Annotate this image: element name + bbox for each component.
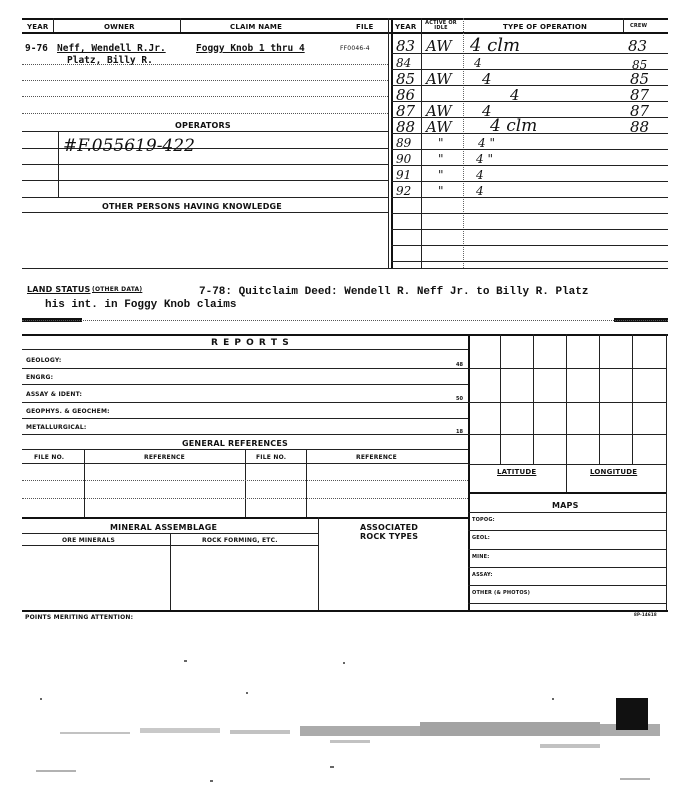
op-crew: 87 [630,86,650,104]
report-metallurgical: METALLURGICAL: [26,424,87,431]
header-file: FILE [356,23,374,31]
land-status-label: LAND STATUS [27,285,91,294]
op-type: 4 clm [490,116,538,136]
op-status: " [438,136,444,150]
map-topog: TOPOG: [472,517,495,523]
other-persons-label: OTHER PERSONS HAVING KNOWLEDGE [102,202,282,211]
op-type: 4 [482,70,492,88]
mineral-assemblage-title: MINERAL ASSEMBLAGE [110,523,218,532]
ref-col-reference: REFERENCE [144,454,185,461]
op-status: " [438,184,444,198]
ref-col-file-no: FILE NO. [34,454,65,461]
maps-title: MAPS [552,501,579,510]
map-assay: ASSAY: [472,572,493,578]
report-geophys: GEOPHYS. & GEOCHEM: [26,408,110,415]
ore-minerals-label: ORE MINERALS [62,537,116,544]
op-year: 86 [396,86,416,104]
op-type: 4 " [476,152,493,166]
op-crew: 88 [630,118,650,136]
op-year: 83 [396,37,416,55]
op-status: " [438,168,444,182]
header-active-idle: ACTIVE OR IDLE [425,20,457,31]
header-crew: CREW [630,23,648,29]
op-year: 90 [396,152,412,166]
points-meriting-label: POINTS MERITING ATTENTION: [25,614,134,621]
op-type: 4 [482,102,492,120]
op-type: 4 [474,56,482,70]
report-assay-num: 50 [456,396,463,402]
op-crew: 87 [630,102,650,120]
operators-label: OPERATORS [175,121,231,130]
rock-types-label: ROCK TYPES [360,532,419,541]
report-assay: ASSAY & IDENT: [26,391,83,398]
op-crew: 85 [630,70,650,88]
claim-year: 9-76 [25,43,48,54]
ref-col-file-no2: FILE NO. [256,454,287,461]
claim-file-note: FF0046-4 [340,45,370,52]
op-year: 85 [396,70,416,88]
op-status: AW [426,70,452,88]
op-type: 4 [476,184,484,198]
op-type: 4 clm [470,35,521,56]
land-status-line2: his int. in Foggy Knob claims [45,299,237,311]
associated-label: ASSOCIATED [360,523,419,532]
general-references-title: GENERAL REFERENCES [182,439,288,448]
reports-title: R E P O R T S [211,338,290,348]
op-type: 4 [476,168,484,182]
report-engrg: ENGRG: [26,374,54,381]
operators-entry: #F.055619-422 [63,136,195,156]
header-owner: OWNER [104,23,135,31]
op-status: " [438,152,444,166]
report-geology-num: 48 [456,362,463,368]
land-status-line1: 7-78: Quitclaim Deed: Wendell R. Neff Jr. to Billy R. Platz [199,286,589,298]
op-year: 89 [396,136,412,150]
report-geology: GEOLOGY: [26,357,62,364]
map-geol: GEOL: [472,535,490,541]
op-crew: 85 [632,58,648,72]
map-mine: MINE: [472,554,490,560]
scan-noise-graphic [0,640,678,808]
op-year: 88 [396,118,416,136]
op-status: AW [426,118,452,136]
op-year: 84 [396,56,412,70]
map-other: OTHER (& PHOTOS) [472,590,531,596]
header-type-of-operation: TYPE OF OPERATION [503,23,588,31]
claim-owner-line2: Platz, Billy R. [67,55,153,66]
longitude-label: LONGITUDE [590,468,638,476]
claim-owner-line1: Neff, Wendell R.Jr. [57,43,166,54]
op-status: AW [426,102,452,120]
op-type: 4 " [478,136,495,150]
header-year: YEAR [27,23,49,31]
land-status-sub-label: (OTHER DATA) [92,286,143,293]
op-year: 92 [396,184,412,198]
op-year: 87 [396,102,416,120]
header-year-right: YEAR [395,23,417,31]
claim-name: Foggy Knob 1 thru 4 [196,43,305,54]
form-number: 8P-14618 [634,612,657,617]
header-claim-name: CLAIM NAME [230,23,283,31]
report-metallurgical-num: 18 [456,429,463,435]
latitude-label: LATITUDE [497,468,537,476]
ref-col-reference2: REFERENCE [356,454,397,461]
op-year: 91 [396,168,412,182]
op-crew: 83 [628,37,648,55]
rock-forming-label: ROCK FORMING, ETC. [202,537,278,544]
op-type: 4 [510,86,520,104]
op-status: AW [426,37,452,55]
